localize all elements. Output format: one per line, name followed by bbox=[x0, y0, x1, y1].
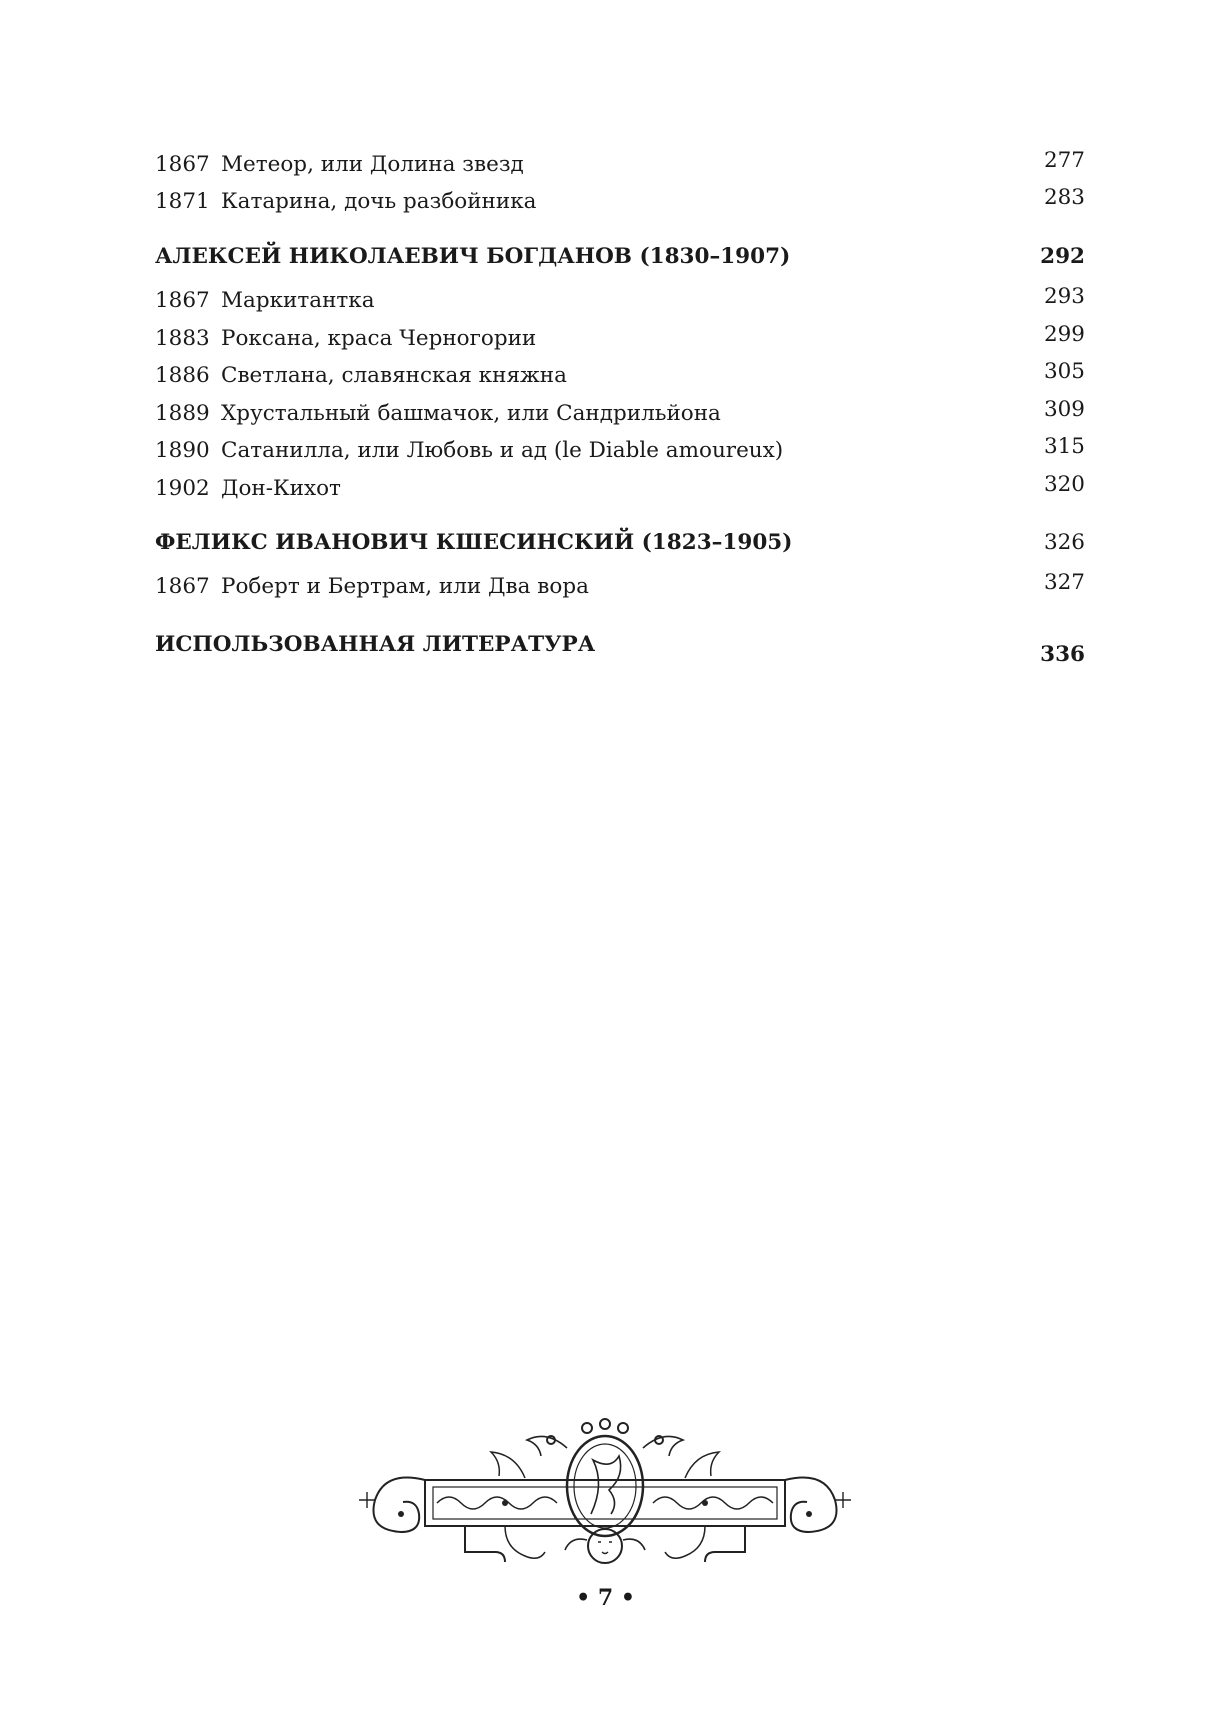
entry-year: 1867 bbox=[155, 152, 210, 177]
entry-title: Хрустальный башмачок, или Сандрильйона bbox=[221, 401, 721, 426]
entry-year: 1871 bbox=[155, 189, 210, 214]
entry-title: Роберт и Бертрам, или Два вора bbox=[221, 574, 589, 599]
toc-entry bbox=[155, 322, 1085, 356]
entry-title: Светлана, славянская княжна bbox=[221, 363, 567, 388]
heading-page: 292 bbox=[1040, 244, 1085, 269]
entry-title: Роксана, краса Черногории bbox=[221, 326, 537, 351]
entry-year: 1883 bbox=[155, 326, 210, 351]
entry-year: 1902 bbox=[155, 476, 210, 501]
entry-year: 1867 bbox=[155, 574, 210, 599]
section-heading bbox=[155, 526, 1085, 560]
toc-entry bbox=[155, 284, 1085, 318]
toc-entry bbox=[155, 148, 1085, 182]
heading-title: ФЕЛИКС ИВАНОВИЧ КШЕСИНСКИЙ (1823–1905) bbox=[155, 530, 793, 555]
entry-title: Катарина, дочь разбойника bbox=[221, 189, 537, 214]
toc-entry bbox=[155, 397, 1085, 431]
toc-entry bbox=[155, 434, 1085, 468]
decorative-vignette bbox=[355, 1418, 855, 1574]
entry-year: 1889 bbox=[155, 401, 210, 426]
entry-page: 293 bbox=[1043, 284, 1085, 309]
section-heading bbox=[155, 240, 1085, 274]
toc-entry bbox=[155, 185, 1085, 219]
heading-title: АЛЕКСЕЙ НИКОЛАЕВИЧ БОГДАНОВ (1830–1907) bbox=[155, 244, 791, 269]
entry-year: 1886 bbox=[155, 363, 210, 388]
entry-year: 1890 bbox=[155, 438, 210, 463]
entry-title: Метеор, или Долина звезд bbox=[221, 152, 524, 177]
toc-entry bbox=[155, 359, 1085, 393]
table-of-contents bbox=[0, 0, 1211, 700]
entry-page: 315 bbox=[1043, 434, 1085, 459]
entry-page: 320 bbox=[1043, 472, 1085, 497]
entry-page: 277 bbox=[1043, 148, 1085, 173]
toc-entry bbox=[155, 570, 1085, 604]
entry-page: 283 bbox=[1043, 185, 1085, 210]
entry-page: 309 bbox=[1043, 397, 1085, 422]
entry-page: 327 bbox=[1043, 570, 1085, 595]
heading-title: ИСПОЛЬЗОВАННАЯ ЛИТЕРАТУРА bbox=[155, 632, 596, 657]
entry-title: Сатанилла, или Любовь и ад (le Diable amoureux) bbox=[221, 438, 784, 463]
page-number: • 7 • bbox=[576, 1585, 635, 1611]
section-heading bbox=[155, 628, 1085, 667]
entry-title: Дон-Кихот bbox=[221, 476, 341, 501]
toc-entry bbox=[155, 472, 1085, 506]
entry-title: Маркитантка bbox=[221, 288, 375, 313]
heading-page: 326 bbox=[1043, 530, 1085, 555]
entry-year: 1867 bbox=[155, 288, 210, 313]
entry-page: 299 bbox=[1043, 322, 1085, 347]
entry-page: 305 bbox=[1043, 359, 1085, 384]
heading-page: 336 bbox=[1040, 642, 1085, 667]
